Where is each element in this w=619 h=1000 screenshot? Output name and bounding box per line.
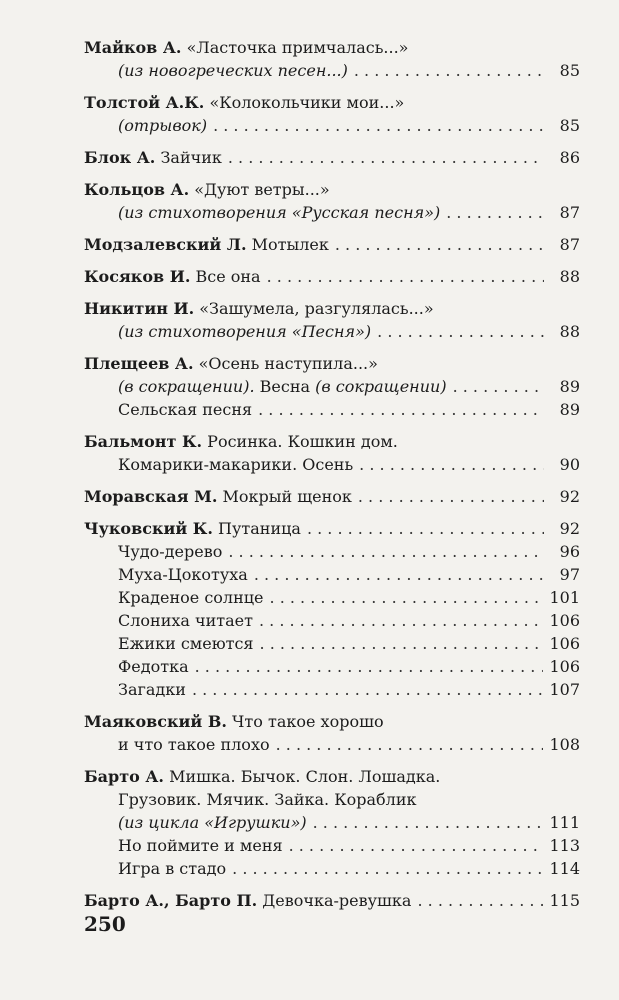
toc-leader-dots <box>335 233 544 256</box>
table-of-contents <box>0 36 619 921</box>
toc-leader-dots <box>359 453 544 476</box>
toc-line-main <box>0 146 619 169</box>
toc-title: и что такое плохо <box>118 735 270 754</box>
toc-page-number: 96 <box>559 542 580 561</box>
toc-line-sub <box>0 59 619 82</box>
toc-title: Федотка <box>118 657 189 676</box>
toc-line-main <box>0 765 619 788</box>
toc-line-main <box>0 36 619 59</box>
toc-leader-dots <box>228 540 544 563</box>
toc-title: Девочка-ревушка <box>262 891 412 910</box>
toc-leader-dots <box>446 201 544 224</box>
toc-page-number: 115 <box>549 891 580 910</box>
toc-page-number: 89 <box>559 400 580 419</box>
toc-entry <box>0 146 619 169</box>
toc-entry <box>0 233 619 256</box>
toc-leader-dots <box>289 834 544 857</box>
toc-author: Майков А. <box>84 38 182 57</box>
toc-line-main <box>0 297 619 320</box>
toc-author: Блок А. <box>84 148 156 167</box>
toc-title: Весна <box>259 377 311 396</box>
toc-line-main <box>0 485 619 508</box>
toc-note: (из новогреческих песен...) <box>118 61 348 80</box>
toc-author: Барто А. <box>84 767 164 786</box>
toc-entry <box>0 765 619 880</box>
toc-title: Мотылек <box>251 235 329 254</box>
toc-line-sub <box>0 678 619 701</box>
toc-note: (в сокращении) <box>315 377 447 396</box>
toc-page-number: 89 <box>559 377 580 396</box>
toc-line-main <box>0 710 619 733</box>
toc-title: Но поймите и меня <box>118 836 283 855</box>
toc-leader-dots <box>260 632 544 655</box>
toc-author: Косяков И. <box>84 267 191 286</box>
toc-line-sub <box>0 811 619 834</box>
toc-line-sub <box>0 655 619 678</box>
toc-leader-dots <box>358 485 544 508</box>
toc-page-number: 113 <box>549 836 580 855</box>
toc-title: «Колокольчики мои...» <box>209 93 405 112</box>
toc-leader-dots <box>258 398 544 421</box>
toc-author: Модзалевский Л. <box>84 235 247 254</box>
toc-leader-dots <box>254 563 544 586</box>
toc-page-number: 108 <box>549 735 580 754</box>
toc-author: Маяковский В. <box>84 712 227 731</box>
toc-entry <box>0 36 619 82</box>
toc-leader-dots <box>213 114 544 137</box>
toc-title: Мокрый щенок <box>222 487 352 506</box>
toc-page-number: 92 <box>559 519 580 538</box>
toc-line-main <box>0 265 619 288</box>
toc-line-main <box>0 352 619 375</box>
toc-line-main <box>0 889 619 912</box>
toc-title: Зайчик <box>160 148 222 167</box>
toc-title: Комарики-макарики. Осень <box>118 455 354 474</box>
toc-line-main <box>0 178 619 201</box>
toc-line-sub <box>0 563 619 586</box>
toc-line-sub <box>0 540 619 563</box>
toc-entry <box>0 517 619 701</box>
toc-entry <box>0 430 619 476</box>
toc-entry <box>0 485 619 508</box>
toc-leader-dots <box>259 609 543 632</box>
toc-title: Игра в стадо <box>118 859 227 878</box>
toc-title: Загадки <box>118 680 186 699</box>
toc-page-number: 88 <box>559 322 580 341</box>
toc-line-sub <box>0 788 619 811</box>
toc-leader-dots <box>307 517 544 540</box>
toc-author: Толстой А.К. <box>84 93 205 112</box>
toc-line-main <box>0 517 619 540</box>
toc-title: Путаница <box>218 519 301 538</box>
toc-page-number: 86 <box>559 148 580 167</box>
toc-line-sub <box>0 586 619 609</box>
toc-author: Никитин И. <box>84 299 195 318</box>
toc-leader-dots <box>377 320 544 343</box>
toc-page-number: 87 <box>559 235 580 254</box>
toc-page-number: 87 <box>559 203 580 222</box>
toc-line-sub <box>0 320 619 343</box>
toc-page-number: 90 <box>559 455 580 474</box>
toc-note: (из стихотворения «Песня») <box>118 322 372 341</box>
toc-entry <box>0 178 619 224</box>
toc-title: Росинка. Кошкин дом. <box>207 432 398 451</box>
toc-line-sub <box>0 201 619 224</box>
toc-page-number: 85 <box>559 116 580 135</box>
toc-page-number: 114 <box>549 859 580 878</box>
toc-entry <box>0 265 619 288</box>
toc-line-main <box>0 430 619 453</box>
toc-line-sub <box>0 114 619 137</box>
toc-note: (отрывок) <box>118 116 208 135</box>
page-number: 250 <box>84 912 126 936</box>
toc-page-number: 97 <box>559 565 580 584</box>
toc-title: Все она <box>195 267 261 286</box>
toc-title: Сельская песня <box>118 400 253 419</box>
toc-title: «Дуют ветры...» <box>194 180 330 199</box>
toc-note: (из стихотворения «Русская песня») <box>118 203 441 222</box>
toc-line-sub <box>0 733 619 756</box>
toc-title: «Ласточка примчалась...» <box>186 38 409 57</box>
toc-leader-dots <box>192 678 544 701</box>
toc-page-number: 92 <box>559 487 580 506</box>
toc-title: Муха-Цокотуха <box>118 565 248 584</box>
toc-title: Чудо-дерево <box>118 542 223 561</box>
toc-line-sub <box>0 375 619 398</box>
toc-title: Мишка. Бычок. Слон. Лошадка. <box>169 767 441 786</box>
toc-page-number: 106 <box>549 611 580 630</box>
toc-title: Грузовик. Мячик. Зайка. Кораблик <box>118 790 417 809</box>
toc-title: «Осень наступила...» <box>198 354 378 373</box>
toc-page-number: 85 <box>559 61 580 80</box>
toc-leader-dots <box>417 889 543 912</box>
toc-leader-dots <box>195 655 544 678</box>
toc-note: (в сокращении). <box>118 377 255 396</box>
toc-author: Чуковский К. <box>84 519 213 538</box>
toc-leader-dots <box>267 265 544 288</box>
toc-leader-dots <box>232 857 543 880</box>
toc-title: Краденое солнце <box>118 588 264 607</box>
toc-title: «Зашумела, разгулялась...» <box>199 299 434 318</box>
toc-title: Слониха читает <box>118 611 253 630</box>
toc-entry <box>0 91 619 137</box>
toc-entry <box>0 889 619 912</box>
toc-line-sub <box>0 834 619 857</box>
toc-page-number: 106 <box>549 634 580 653</box>
toc-page-number: 101 <box>549 588 580 607</box>
toc-leader-dots <box>453 375 544 398</box>
toc-leader-dots <box>270 586 544 609</box>
toc-leader-dots <box>228 146 544 169</box>
toc-line-main <box>0 233 619 256</box>
toc-page-number: 88 <box>559 267 580 286</box>
toc-entry <box>0 297 619 343</box>
toc-author: Бальмонт К. <box>84 432 203 451</box>
toc-note: (из цикла «Игрушки») <box>118 813 307 832</box>
toc-leader-dots <box>354 59 544 82</box>
toc-title: Что такое хорошо <box>232 712 384 731</box>
toc-line-sub <box>0 398 619 421</box>
toc-page-number: 111 <box>549 813 580 832</box>
toc-leader-dots <box>313 811 544 834</box>
toc-page-number: 107 <box>549 680 580 699</box>
toc-line-sub <box>0 609 619 632</box>
toc-author: Кольцов А. <box>84 180 190 199</box>
toc-entry <box>0 710 619 756</box>
toc-leader-dots <box>276 733 544 756</box>
toc-line-sub <box>0 632 619 655</box>
toc-title: Ежики смеются <box>118 634 254 653</box>
toc-author: Плещеев А. <box>84 354 194 373</box>
toc-entry <box>0 352 619 421</box>
toc-line-sub <box>0 857 619 880</box>
toc-line-main <box>0 91 619 114</box>
toc-page-number: 106 <box>549 657 580 676</box>
toc-line-sub <box>0 453 619 476</box>
toc-author: Моравская М. <box>84 487 218 506</box>
toc-author: Барто А., Барто П. <box>84 891 258 910</box>
